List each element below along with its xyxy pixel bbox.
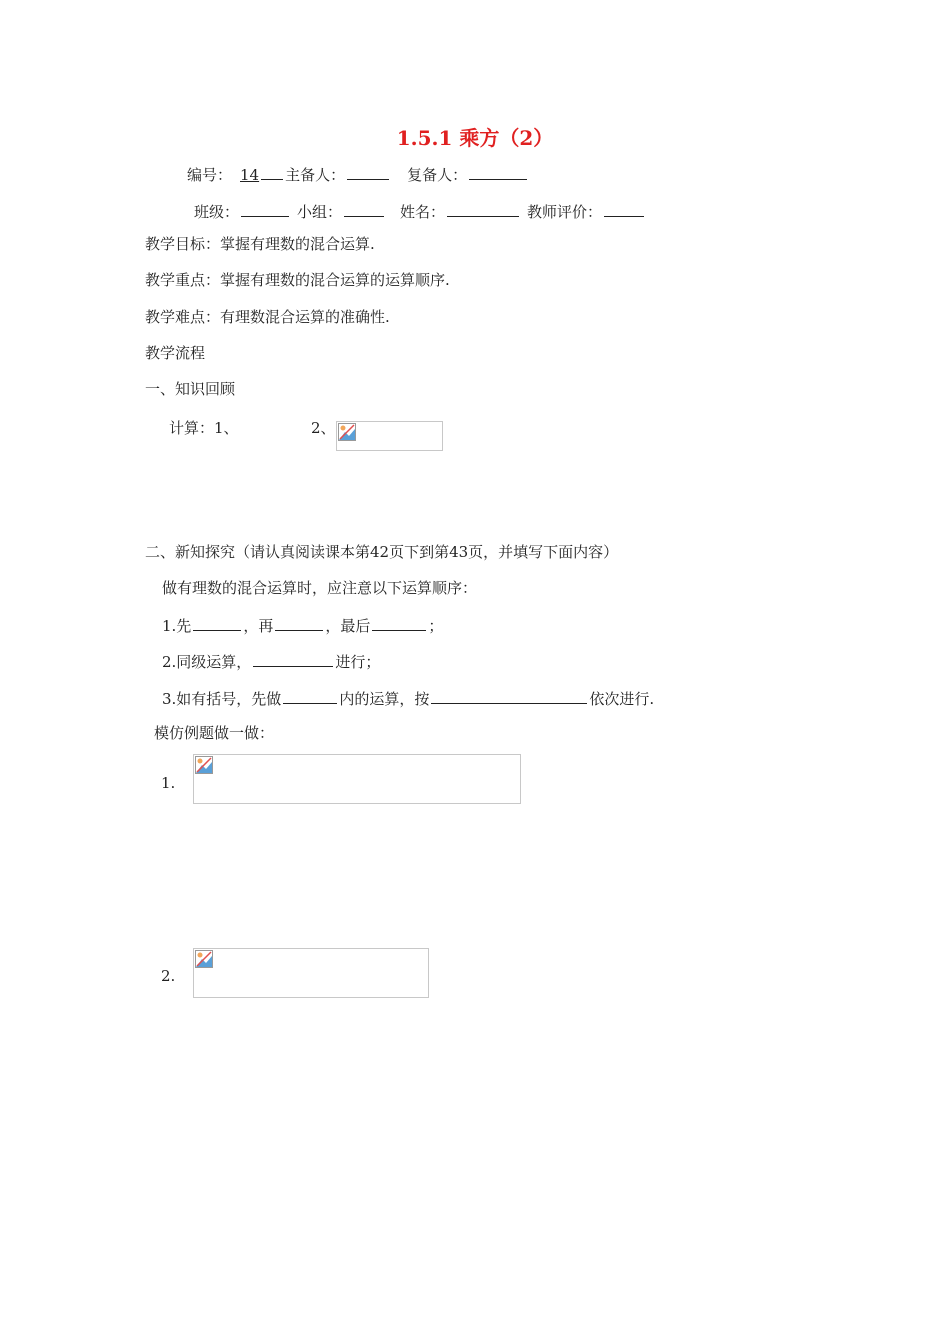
rule2-blank[interactable]	[253, 650, 333, 667]
rule3-part1: 3.如有括号，先做	[162, 690, 282, 708]
teacher-eval-label: 教师评价：	[527, 203, 603, 221]
number-blank-tail	[261, 163, 283, 180]
calc-label: 计算：1、	[169, 419, 239, 437]
rule3-blank1[interactable]	[283, 687, 337, 704]
practice-heading: 模仿例题做一做：	[154, 724, 275, 742]
teaching-objective: 教学目标：掌握有理数的混合运算.	[145, 235, 375, 253]
rule3-part3: 依次进行.	[589, 690, 655, 708]
rule-1	[162, 614, 443, 636]
rule1-part4: ；	[428, 617, 444, 635]
number-label: 编号：	[187, 166, 233, 184]
section2-intro: 做有理数的混合运算时，应注意以下运算顺序：	[162, 579, 478, 597]
rule2-part2: 进行；	[335, 653, 381, 671]
rule1-part2: ，再	[243, 617, 274, 635]
preparer-label: 主备人：	[285, 166, 346, 184]
rule1-blank1[interactable]	[193, 614, 241, 631]
practice-item2-image	[193, 948, 429, 998]
section1-heading: 一、知识回顾	[145, 380, 236, 398]
number-value: 14	[240, 166, 260, 184]
rule-3	[162, 687, 654, 709]
page-title: 1.5.1 乘方（2）	[396, 126, 554, 150]
practice-item2-label: 2.	[161, 967, 176, 985]
class-label: 班级：	[194, 203, 240, 221]
practice-item1-label: 1.	[161, 774, 176, 792]
teaching-key-point: 教学重点：掌握有理数的混合运算的运算顺序.	[145, 271, 450, 289]
reviewer-blank[interactable]	[469, 163, 527, 180]
info-line-1	[187, 163, 529, 185]
calc-item2-image	[336, 421, 443, 451]
rule3-part2: 内的运算，按	[339, 690, 430, 708]
group-blank[interactable]	[344, 200, 384, 217]
section2-heading: 二、新知探究（请认真阅读课本第42页下到第43页，并填写下面内容）	[145, 543, 619, 561]
broken-image-icon	[195, 950, 213, 968]
flow-heading: 教学流程	[145, 344, 206, 362]
class-blank[interactable]	[241, 200, 289, 217]
group-label: 小组：	[297, 203, 343, 221]
preparer-blank[interactable]	[347, 163, 389, 180]
info-line-2	[194, 200, 646, 222]
rule-2	[162, 650, 380, 672]
name-label: 姓名：	[400, 203, 446, 221]
rule1-blank2[interactable]	[275, 614, 323, 631]
rule2-part1: 2.同级运算，	[162, 653, 252, 671]
rule3-blank2[interactable]	[431, 687, 587, 704]
rule1-blank3[interactable]	[372, 614, 426, 631]
teaching-difficulty: 教学难点：有理数混合运算的准确性.	[145, 308, 390, 326]
teacher-eval-blank[interactable]	[604, 200, 644, 217]
rule1-part1: 1.先	[162, 617, 192, 635]
calc-item2-label: 2、	[311, 419, 336, 437]
practice-item1-image	[193, 754, 521, 804]
reviewer-label: 复备人：	[407, 166, 468, 184]
broken-image-icon	[338, 423, 356, 441]
name-blank[interactable]	[447, 200, 519, 217]
broken-image-icon	[195, 756, 213, 774]
rule1-part3: ，最后	[325, 617, 371, 635]
